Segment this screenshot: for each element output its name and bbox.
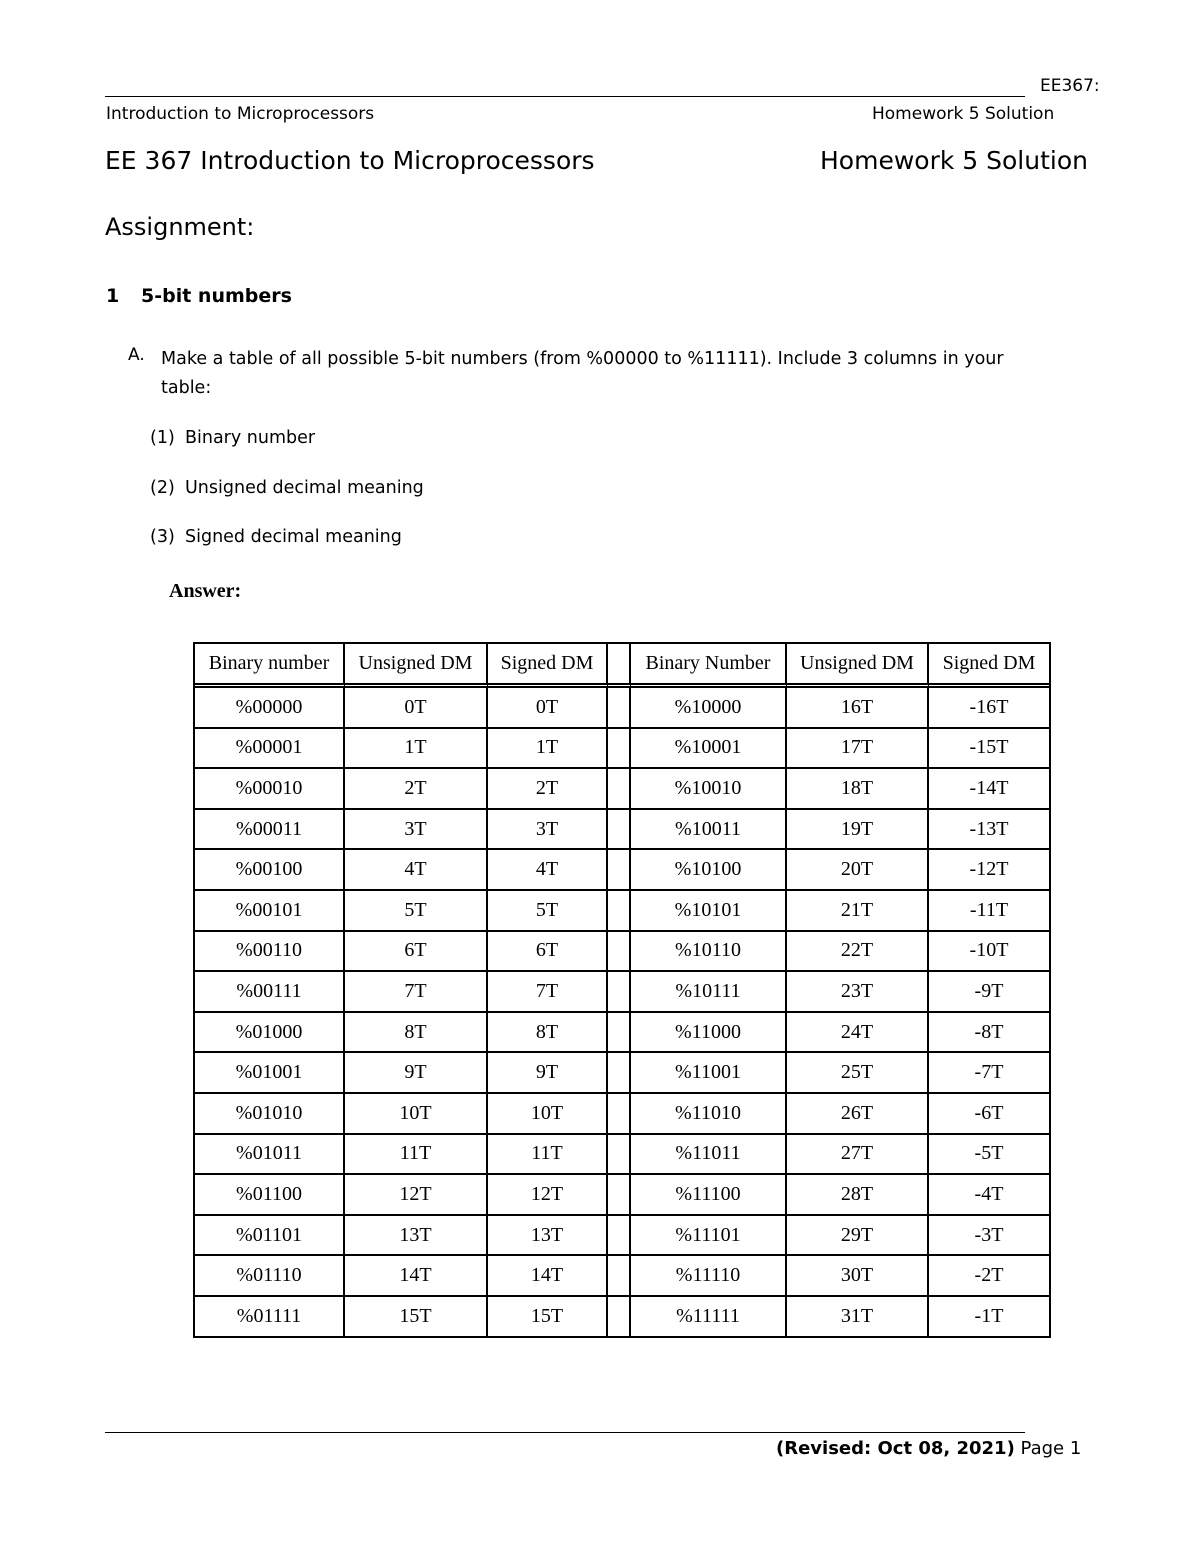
table-cell: 6T (488, 932, 608, 973)
table-row (195, 1297, 1049, 1336)
table-cell: -1T (974, 1304, 1004, 1327)
column-spacer (608, 850, 631, 891)
table-cell: 3T (345, 810, 488, 851)
table-cell: 14T (488, 1256, 608, 1297)
footer-rule (105, 1432, 1025, 1433)
binary-table-container (193, 642, 1049, 1327)
table-cell: 18T (787, 769, 929, 810)
header-left-text: Introduction to Microprocessors (106, 104, 375, 124)
table-cell: %00000 (195, 688, 345, 729)
table-cell: %11110 (631, 1256, 787, 1297)
table-row (195, 729, 1049, 770)
question-item (150, 478, 424, 498)
header-rule (105, 96, 1025, 97)
table-row (195, 810, 1049, 851)
table-cell: 21T (787, 891, 929, 932)
table-cell: -8T (929, 1013, 1049, 1054)
table-cell: 8T (345, 1013, 488, 1054)
table-cell: -6T (929, 1094, 1049, 1135)
table-cell: 17T (787, 729, 929, 770)
table-cell: %00101 (195, 891, 345, 932)
table-cell: 12T (345, 1175, 488, 1216)
table-cell: %01011 (195, 1135, 345, 1176)
column-spacer (608, 1094, 631, 1135)
table-cell: 13T (345, 1216, 488, 1257)
table-cell: %10101 (631, 891, 787, 932)
table-cell: %10011 (631, 810, 787, 851)
table-cell: %01101 (195, 1216, 345, 1257)
table-cell: -5T (929, 1135, 1049, 1176)
column-spacer (608, 932, 631, 973)
column-spacer (608, 769, 631, 810)
column-spacer (608, 644, 631, 688)
assignment-heading: Assignment: (105, 213, 255, 241)
table-cell: %01100 (195, 1175, 345, 1216)
header-course-code: EE367: (1040, 76, 1100, 96)
table-cell: 25T (787, 1053, 929, 1094)
table-row (195, 1256, 1049, 1297)
table-cell: %11011 (631, 1135, 787, 1176)
table-cell: -15T (929, 729, 1049, 770)
table-cell: -11T (929, 891, 1049, 932)
question-letter: A. (128, 345, 145, 365)
table-cell: -4T (929, 1175, 1049, 1216)
table-cell: 2T (488, 769, 608, 810)
document-subtitle: Homework 5 Solution (820, 146, 1088, 175)
section-number: 1 (106, 285, 120, 307)
section-title: 5-bit numbers (141, 285, 292, 307)
table-cell: 19T (787, 810, 929, 851)
table-cell: %10111 (631, 972, 787, 1013)
table-cell: %00010 (195, 769, 345, 810)
table-cell: 11T (488, 1135, 608, 1176)
column-spacer (608, 1135, 631, 1176)
question-item-text: Unsigned decimal meaning (185, 478, 424, 498)
table-cell: 27T (787, 1135, 929, 1176)
column-header: Binary Number (631, 644, 787, 688)
table-cell: -16T (929, 688, 1049, 729)
table-cell: %01000 (195, 1013, 345, 1054)
table-cell: %10001 (631, 729, 787, 770)
table-row (195, 1053, 1049, 1094)
column-spacer (608, 1256, 631, 1297)
table-cell: 15T (488, 1297, 608, 1336)
question-item-text: Signed decimal meaning (185, 527, 402, 547)
table-row (195, 1135, 1049, 1176)
column-spacer (608, 1216, 631, 1257)
column-header: Signed DM (929, 644, 1049, 688)
table-row (195, 891, 1049, 932)
table-cell: 16T (787, 688, 929, 729)
question-item-number: (3) (150, 527, 175, 547)
table-row (195, 1216, 1049, 1257)
table-cell: 8T (488, 1013, 608, 1054)
table-cell: -2T (929, 1256, 1049, 1297)
question-item-number: (2) (150, 478, 175, 498)
table-cell: 4T (345, 850, 488, 891)
table-cell: %00011 (195, 810, 345, 851)
table-cell: %11111 (631, 1297, 787, 1336)
column-header: Unsigned DM (345, 644, 488, 688)
table-cell: %01001 (195, 1053, 345, 1094)
column-spacer (608, 810, 631, 851)
table-cell: %01010 (195, 1094, 345, 1135)
table-cell: 23T (787, 972, 929, 1013)
column-spacer (608, 972, 631, 1013)
question-item (150, 428, 315, 448)
table-cell: -10T (929, 932, 1049, 973)
question-item-text: Binary number (185, 428, 316, 448)
table-cell: 13T (488, 1216, 608, 1257)
table-cell: %01111 (195, 1297, 345, 1336)
table-cell: %10110 (631, 932, 787, 973)
table-cell: %11001 (631, 1053, 787, 1094)
table-cell: 30T (787, 1256, 929, 1297)
question-item (150, 527, 402, 547)
table-cell: 9T (488, 1053, 608, 1094)
table-cell: 22T (787, 932, 929, 973)
table-cell: 26T (787, 1094, 929, 1135)
answer-label: Answer: (169, 580, 242, 602)
table-header-row (195, 644, 1049, 688)
table-cell: 10T (488, 1094, 608, 1135)
table-cell: 6T (345, 932, 488, 973)
table-cell: 4T (488, 850, 608, 891)
table-cell: 5T (488, 891, 608, 932)
table-cell: 3T (488, 810, 608, 851)
question-item-number: (1) (150, 428, 175, 448)
table-row (195, 688, 1049, 729)
table-cell: 24T (787, 1013, 929, 1054)
header-right-text: Homework 5 Solution (872, 104, 1055, 124)
table-cell: 12T (488, 1175, 608, 1216)
table-cell: %11101 (631, 1216, 787, 1257)
table-cell: 28T (787, 1175, 929, 1216)
footer-page-number: Page 1 (1020, 1438, 1082, 1459)
table-cell: %11000 (631, 1013, 787, 1054)
column-spacer (608, 891, 631, 932)
table-cell: 5T (345, 891, 488, 932)
table-cell: %11010 (631, 1094, 787, 1135)
table-row (195, 769, 1049, 810)
table-cell: 2T (345, 769, 488, 810)
binary-number-table (193, 642, 1051, 1338)
table-cell: %11100 (631, 1175, 787, 1216)
table-row (195, 932, 1049, 973)
table-row (195, 850, 1049, 891)
table-cell: %10000 (631, 688, 787, 729)
table-cell: -9T (929, 972, 1049, 1013)
table-cell: 31T (787, 1297, 929, 1336)
table-row (195, 972, 1049, 1013)
table-cell: -14T (929, 769, 1049, 810)
table-cell: 1T (488, 729, 608, 770)
table-cell: -13T (929, 810, 1049, 851)
table-cell: 11T (345, 1135, 488, 1176)
table-cell: %10100 (631, 850, 787, 891)
footer (776, 1438, 1081, 1459)
table-cell: %10010 (631, 769, 787, 810)
column-header: Unsigned DM (787, 644, 929, 688)
table-cell: %00111 (195, 972, 345, 1013)
question-text: Make a table of all possible 5-bit numbers (from %00000 to %11111). Include 3 columns in your table: (161, 349, 1004, 398)
table-cell: 14T (345, 1256, 488, 1297)
table-cell: 9T (345, 1053, 488, 1094)
column-spacer (608, 1297, 631, 1336)
footer-revised: (Revised: Oct 08, 2021) (776, 1438, 1015, 1459)
table-cell: 1T (345, 729, 488, 770)
column-spacer (608, 1013, 631, 1054)
table-cell: 7T (488, 972, 608, 1013)
table-row (195, 1175, 1049, 1216)
table-cell: %00110 (195, 932, 345, 973)
table-cell: %01110 (195, 1256, 345, 1297)
table-cell: 0T (345, 688, 488, 729)
column-spacer (608, 1175, 631, 1216)
table-row (195, 1013, 1049, 1054)
table-cell: -12T (929, 850, 1049, 891)
table-cell: 10T (345, 1094, 488, 1135)
column-spacer (608, 729, 631, 770)
table-row (195, 1094, 1049, 1135)
column-header: Signed DM (488, 644, 608, 688)
column-header: Binary number (195, 644, 345, 688)
table-cell: -3T (929, 1216, 1049, 1257)
table-cell: 20T (787, 850, 929, 891)
column-spacer (608, 1053, 631, 1094)
table-cell: 0T (488, 688, 608, 729)
table-cell: 29T (787, 1216, 929, 1257)
column-spacer (608, 688, 631, 729)
table-cell: %00100 (195, 850, 345, 891)
table-cell: 7T (345, 972, 488, 1013)
table-cell: %00001 (195, 729, 345, 770)
table-cell: 15T (345, 1297, 488, 1336)
table-cell: -7T (929, 1053, 1049, 1094)
document-title: EE 367 Introduction to Microprocessors (105, 146, 595, 175)
